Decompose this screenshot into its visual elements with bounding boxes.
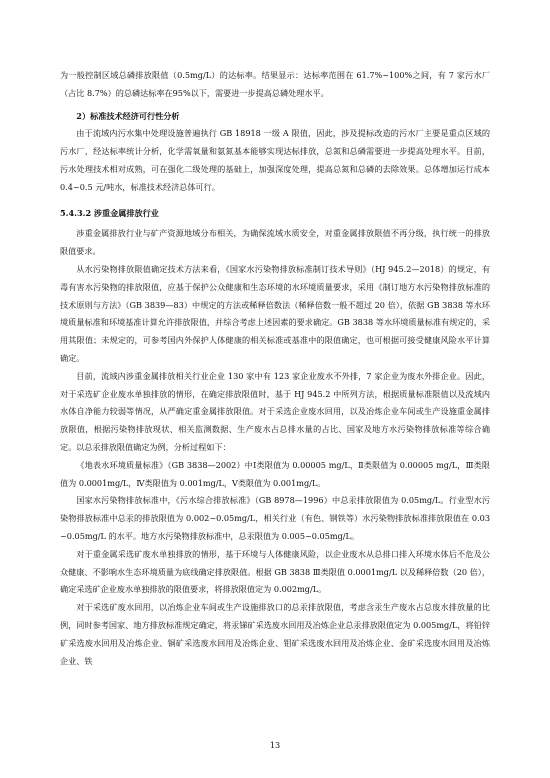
section-heading-heavy-metal: 5.4.3.2 涉重金属排放行业 <box>60 207 159 218</box>
paragraph-feasibility: 由于流域内污水集中处理设施普遍执行 GB 18918 一级 A 限值，因此，涉及提标改造的污水厂主要是重点区域的污水厂，经达标率统计分析，化学需氧量和氨氮基本能够实现达标排放，总氮和总磷需要进一步提高处理水平。目前，污水处理技术相对成熟，可在强化二级处理的基础上，加强深度处理，提高总氮和总磷的去除效果。总体增加运行成本 0.4~0.5 元/吨水，标准技术经济总体可行。 <box>60 128 490 192</box>
paragraph-separate-discharge: 对于重金属采选矿废水单独排放的情形，基于环境与人体健康风险，以企业废水从总排口排入环境水体后不危及公众健康、不影响水生态环境质量为底线确定排放限值。根据 GB 3838 Ⅲ类限值 0.0001mg/L 以及稀释倍数（20 倍），确定采选矿企业废水单独排放的限值要求，将排放限值定为 0.002mg/L。 <box>60 548 490 595</box>
page-body <box>60 67 490 670</box>
paragraph-surface-water-standard: 《地表水环境质量标准》（GB 3838—2002）中Ⅰ类限值为 0.00005 mg/L，Ⅱ类限值为 0.00005 mg/L，Ⅲ类限值为 0.0001mg/L，Ⅳ类限值为 0.001mg/L，Ⅴ类限值为 0.001mg/L。 <box>60 459 490 488</box>
paragraph-heavy-metal-intro: 涉重金属排放行业与矿产资源地域分布相关，为确保流域水质安全，对重金属排放限值不再分级，执行统一的排放限值要求。 <box>60 228 490 257</box>
paragraph-compliance-result: 为一般控制区域总磷排放限值（0.5mg/L）的达标率。结果显示：达标率范围在 61.7%~100%之间，有 7 家污水厂（占比 8.7%）的总磷达标率在95%以下，需要进一步提高总磷处理水平。 <box>60 70 490 98</box>
paragraph-method: 从水污染物排放限值确定技术方法来看，《国家水污染物排放标准制订技术导则》（HJ 945.2—2018）的规定，有毒有害水污染物的排放限值，应基于保护公众健康和生态环境的水环境质量要求，采用《制订地方水污染物排放标准的技术原则与方法》（GB 3839—83）中规定的方法或稀释倍数法（稀释倍数一般不超过 20 倍），依据 GB 3838 等水环境质量标准和环境基准计算允许排放限值，并综合考虑上述因素的要求确定。GB 3838 等水环境质量标准有规定的，采用其限值；未规定的，可参考国内外保护人体健康的相关标准或基准中的限值确定，也可根据可接受健康风险水平计算确定。 <box>60 263 490 363</box>
paragraph-national-standard: 国家水污染物排放标准中，《污水综合排放标准》（GB 8978—1996）中总汞排放限值为 0.05mg/L。行业型水污染物排放标准中总汞的排放限值为 0.002~0.05mg/L，相关行业（有色、钢铁等）水污染物排放标准排放限值在 0.03~0.05mg/L 的水平。地方水污染物排放标准中，总汞限值为 0.005~0.05mg/L。 <box>60 495 490 541</box>
paragraph-reuse: 对于采选矿废水回用，以冶炼企业车间或生产设施排放口的总汞排放限值，考虑含汞生产废水占总废水排放量的比例，同时参考国家、地方排放标准规定确定，将汞锑矿采选废水回用及冶炼企业总汞排放限值定为 0.005mg/L，将铅锌矿采选废水回用及冶炼企业、铜矿采选废水回用及冶炼企业、钼矿采选废水回用及冶炼企业、金矿采选废水回用及冶炼企业、铁 <box>60 602 490 666</box>
paragraph-enterprises: 目前，流域内涉重金属排放相关行业企业 130 家中有 123 家企业废水不外排，7 家企业为废水外排企业。因此，对于采选矿企业废水单独排放的情形，在确定排放限值时，基于 HJ 945.2 中所列方法，根据质量标准限值以及流域内水体自净能力较弱等情况，从严确定重金属排放限值。对于采选企业废水回用，以及冶炼企业车间或生产设施重金属排放限值，根据污染物排放现状、相关监测数据、生产废水占总排水量的占比、国家及地方水污染物排放标准等综合确定。以总汞排放限值确定为例，分析过程如下： <box>60 370 490 452</box>
subheading-feasibility: 2）标准技术经济可行性分析 <box>76 110 180 121</box>
page-number: 13 <box>269 741 281 750</box>
